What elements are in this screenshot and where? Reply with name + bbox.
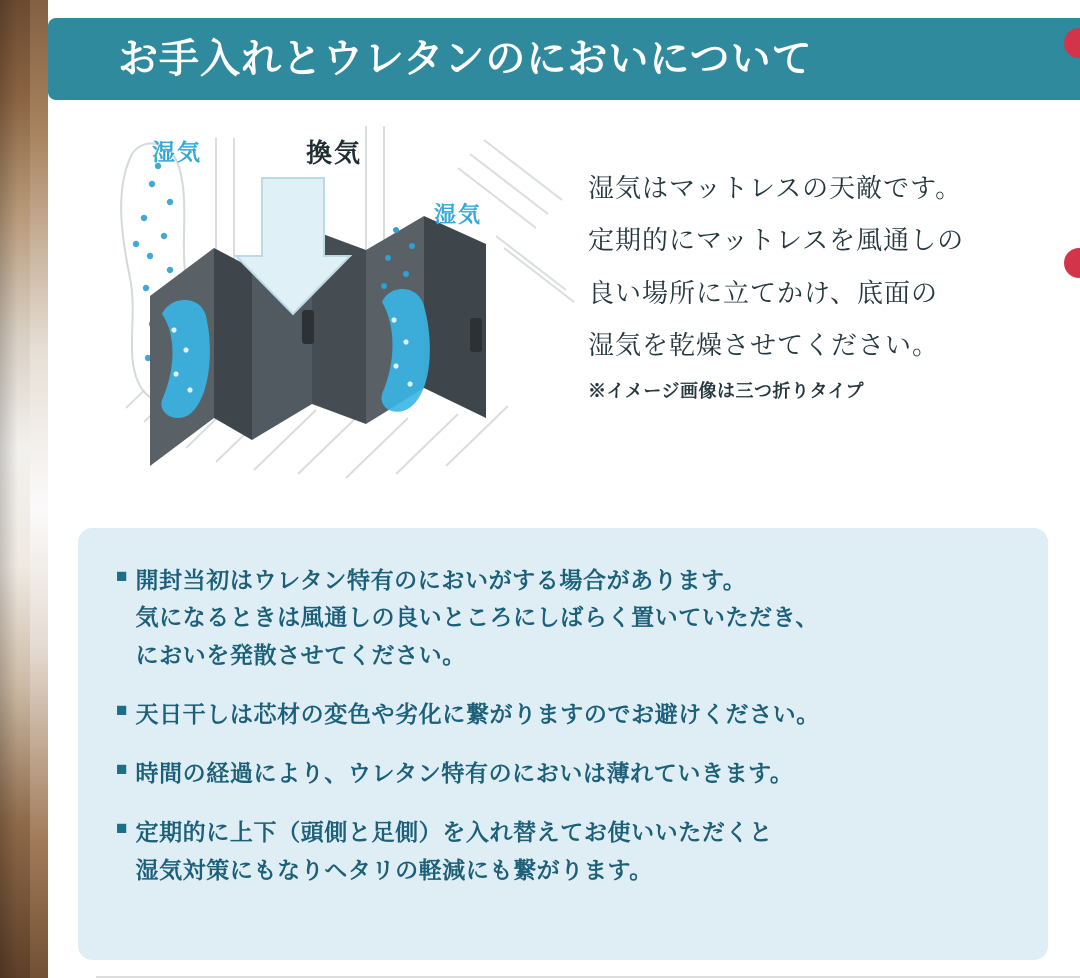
label-moisture-right: 湿気 — [434, 202, 483, 227]
note-item-text — [135, 814, 772, 889]
page-indicator-dots — [1054, 0, 1080, 978]
background-photo-strip-secondary — [30, 0, 48, 978]
care-line-3: 良い場所に立てかけ、底面の — [588, 277, 938, 308]
background-photo-shade — [0, 0, 30, 978]
care-line-4: 湿気を乾燥させてください。 — [588, 329, 940, 360]
square-bullet-icon: ■ — [116, 566, 128, 587]
note-item — [116, 696, 1010, 733]
page-indicator-dot[interactable] — [1064, 248, 1080, 278]
square-bullet-icon: ■ — [116, 759, 128, 780]
note-line: 時間の経過により、ウレタン特有のにおいは薄れていきます。 — [135, 760, 794, 786]
note-line: 気になるときは風通しの良いところにしばらく置いていただき、 — [135, 604, 819, 631]
page-indicator-dot[interactable] — [1064, 28, 1080, 58]
square-bullet-icon: ■ — [116, 699, 128, 721]
note-line: 開封当初はウレタン特有のにおいがする場合があります。 — [135, 567, 747, 593]
section-banner — [48, 18, 1080, 100]
care-line-2: 定期的にマットレスを風通しの — [588, 225, 965, 256]
urethane-odor-notes — [78, 528, 1048, 960]
note-item-text — [135, 755, 793, 792]
label-moisture-left: 湿気 — [152, 139, 202, 165]
label-ventilation: 換気 — [306, 138, 363, 168]
note-line: 湿気対策にもなりヘタリの軽減にも繋がります。 — [135, 856, 653, 883]
care-illustration — [66, 118, 586, 498]
page-title: お手入れとウレタンのにおいについて — [118, 37, 813, 81]
content-card — [48, 0, 1080, 978]
care-image-note: ※イメージ画像は三つ折りタイプ — [588, 381, 865, 402]
square-bullet-icon: ■ — [116, 818, 128, 840]
note-item — [116, 562, 1010, 674]
note-line: 天日干しは芯材の変色や劣化に繋がりますのでお避けください。 — [135, 700, 820, 727]
note-line: においを発散させてください。 — [135, 641, 466, 668]
care-description — [588, 168, 1058, 403]
note-item-text — [135, 696, 819, 733]
care-line-1: 湿気はマットレスの天敵です。 — [588, 173, 963, 203]
background-photo-strip — [0, 0, 30, 978]
note-item — [116, 755, 1010, 792]
note-item-text — [135, 562, 818, 674]
note-line: 定期的に上下（頭側と足側）を入れ替えてお使いいただくと — [135, 819, 773, 846]
note-item — [116, 814, 1010, 889]
